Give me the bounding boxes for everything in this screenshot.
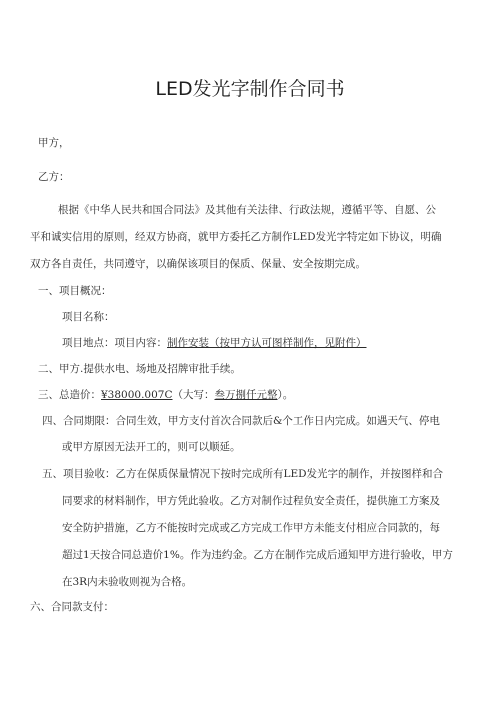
clause-5-line-4: 超过1天按合同总造价1%。作为违约金。乙方在制作完成后通知甲方进行验收，甲方 (62, 549, 453, 561)
party-b-label: 乙方： (38, 171, 70, 183)
clause-5-line-5: 在3R内未验收则视为合格。 (62, 576, 193, 588)
total-price-mid: （大写： (172, 389, 215, 401)
clause-3 (38, 388, 293, 402)
project-name-label: 项目名称： (62, 311, 115, 323)
clause-5-line-3: 安全防护措施，乙方不能按时完成或乙方完成工作甲方未能支付相应合同款的，每 (62, 522, 440, 534)
party-a-label: 甲方， (38, 137, 70, 149)
clause-5-line-2: 同要求的材料制作，甲方凭此验收。乙方对制作过程负安全责任，提供施工方案及 (62, 495, 440, 507)
total-price-label: 三、总造价： (38, 389, 101, 401)
total-price-amount: ¥38000.007C (101, 389, 173, 401)
preamble-line-2: 平和诚实信用的原则，经双方协商，就甲方委托乙方制作LED发光字特定如下协议，明确 (30, 231, 442, 243)
clause-4-line-1: 四、合同期限：合同生效，甲方支付首次合同款后&个工作日内完成。如遇天气、停电 (42, 415, 440, 427)
total-price-suffix: ）。 (277, 389, 294, 401)
preamble-line-1: 根据《中华人民共和国合同法》及其他有关法律、行政法规，遵循平等、自愿、公 (58, 204, 436, 216)
clause-6-heading: 六、合同款支付： (30, 601, 114, 613)
project-content-value: 制作安装（按甲方认可图样制作，见附件） (167, 337, 367, 349)
page-title: LED发光字制作合同书 (155, 78, 345, 100)
project-location-label: 项目地点：项目内容： (62, 337, 167, 349)
clause-5-line-1: 五、项目验收：乙方在保质保量情况下按时完成所有LED发光字的制作，并按图样和合 (42, 468, 444, 480)
project-location-line (62, 336, 367, 350)
total-price-chinese: 叁万捌仟元整 (214, 389, 278, 401)
preamble-line-3: 双方各自责任，共同遵守，以确保该项目的保质、保量、安全按期完成。 (30, 258, 366, 270)
clause-1-heading: 一、项目概况： (38, 285, 112, 297)
clause-4-line-2: 或甲方原因无法开工的，则可以顺延。 (62, 441, 241, 453)
clause-2: 二、甲方.提供水电、场地及招牌审批手续。 (38, 363, 241, 375)
